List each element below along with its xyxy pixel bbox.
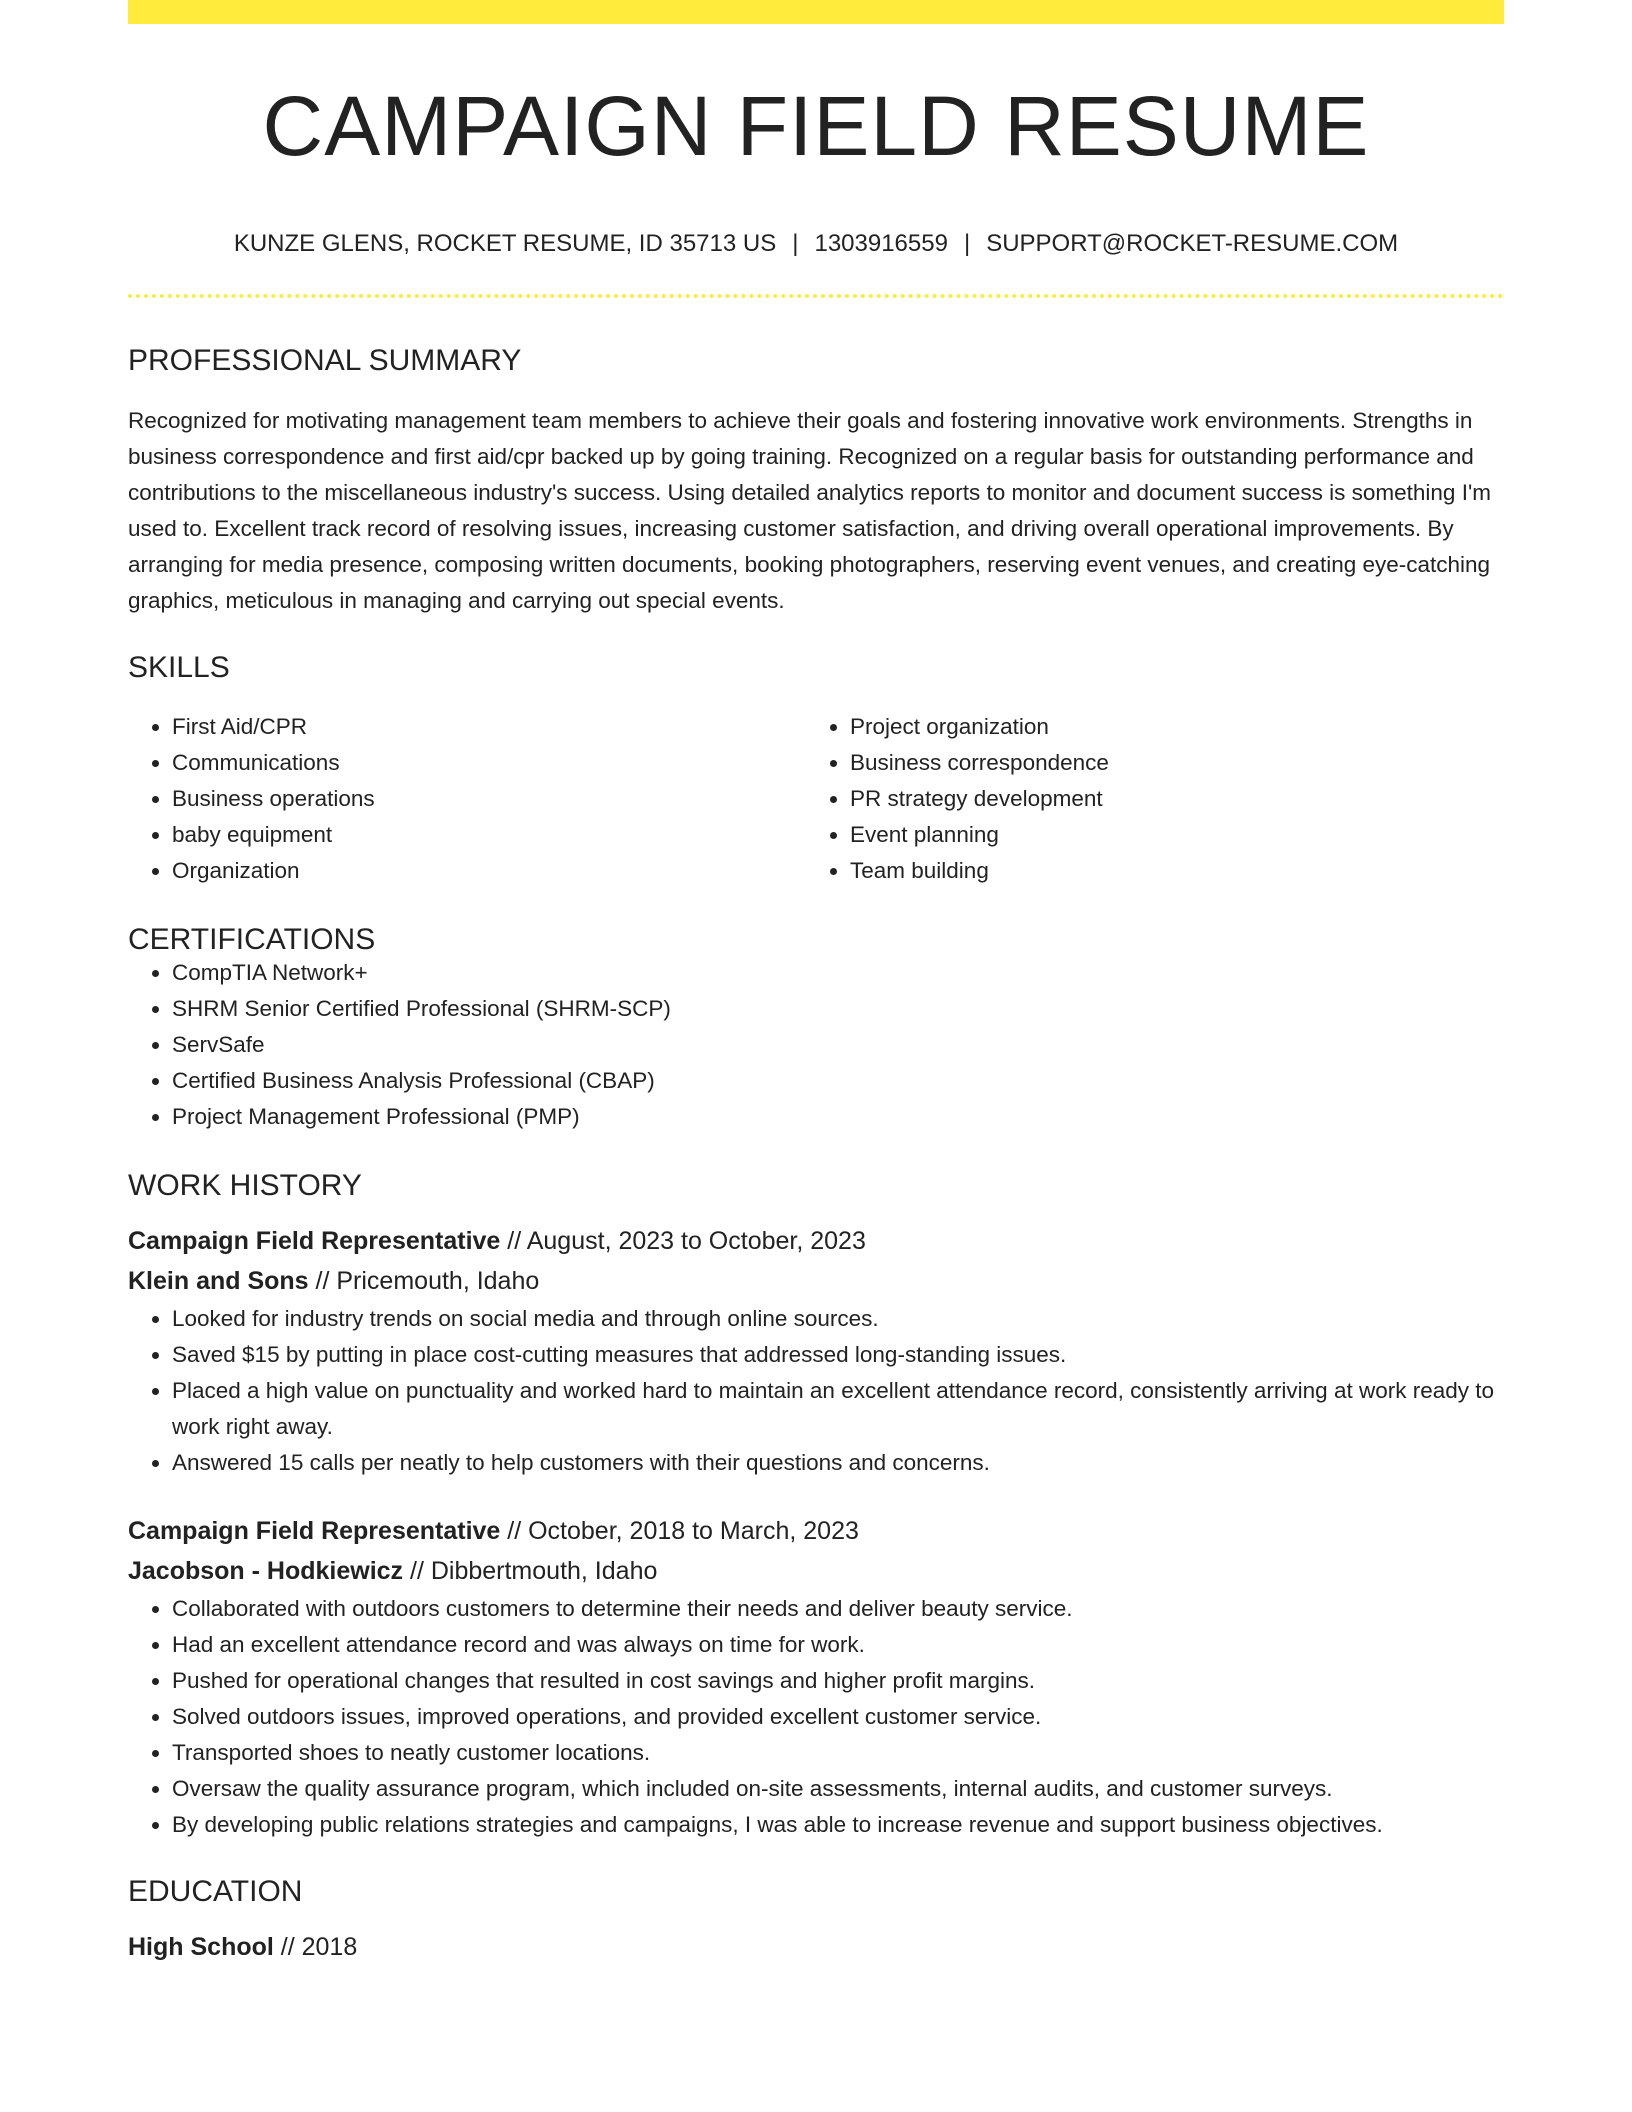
job-bullets (128, 1301, 1504, 1481)
job-dates: // August, 2023 to October, 2023 (500, 1227, 866, 1255)
job-bullet: • Placed a high value on punctuality and worked hard to maintain an excellent attendance record, consistently arriving at work ready to work right away. (172, 1373, 1504, 1445)
job-dates: // October, 2018 to March, 2023 (500, 1517, 859, 1545)
education-year: // 2018 (273, 1933, 358, 1961)
skills-grid (128, 709, 1504, 889)
certification-item: • ServSafe (172, 1027, 1504, 1063)
job-bullet: • Had an excellent attendance record and was always on time for work. (172, 1627, 1504, 1663)
certification-item: • SHRM Senior Certified Professional (SHRM-SCP) (172, 991, 1504, 1027)
job-company: Klein and Sons (128, 1267, 309, 1295)
education-school: High School (128, 1933, 274, 1961)
job-bullet: • Oversaw the quality assurance program, which included on-site assessments, internal audits, and customer surveys. (172, 1771, 1504, 1807)
contact-phone: 1303916559 (814, 230, 948, 257)
skill-item: • Business correspondence (850, 745, 1484, 781)
job-title-line (128, 1221, 1504, 1261)
contact-address: KUNZE GLENS, ROCKET RESUME, ID 35713 US (233, 230, 777, 257)
job-bullet: • Pushed for operational changes that resulted in cost savings and higher profit margins. (172, 1663, 1504, 1699)
job-title-line (128, 1511, 1504, 1551)
certification-item: • Certified Business Analysis Professional (CBAP) (172, 1063, 1504, 1099)
certifications-heading: CERTIFICATIONS (128, 923, 376, 956)
certification-item: • CompTIA Network+ (172, 955, 1504, 991)
summary-heading: PROFESSIONAL SUMMARY (128, 344, 522, 377)
resume-title: CAMPAIGN FIELD RESUME (262, 79, 1370, 173)
education-line (128, 1927, 1504, 1967)
job-title: Campaign Field Representative (128, 1517, 501, 1545)
skill-item: • Business operations (172, 781, 806, 817)
dotted-divider (128, 294, 1504, 298)
certification-item: • Project Management Professional (PMP) (172, 1099, 1504, 1135)
skill-item: • Team building (850, 853, 1484, 889)
skill-item: • Organization (172, 853, 806, 889)
skills-column-right (806, 709, 1484, 889)
contact-separator: | (792, 230, 799, 257)
skills-column-left (128, 709, 806, 889)
job-bullet: • Looked for industry trends on social media and through online sources. (172, 1301, 1504, 1337)
job-bullet: • Answered 15 calls per neatly to help customers with their questions and concerns. (172, 1445, 1504, 1481)
resume-page (128, 0, 1504, 1967)
accent-top-bar (128, 0, 1504, 24)
contact-email: SUPPORT@ROCKET-RESUME.COM (986, 230, 1399, 257)
job-bullet: • Collaborated with outdoors customers to determine their needs and deliver beauty service. (172, 1591, 1504, 1627)
job-bullets (128, 1591, 1504, 1843)
certifications-list (128, 955, 1504, 1135)
skill-item: • Communications (172, 745, 806, 781)
job-bullet: • By developing public relations strategies and campaigns, I was able to increase revenue and support business objectives. (172, 1807, 1504, 1843)
contact-line (128, 232, 1504, 256)
job-company-line (128, 1261, 1504, 1301)
contact-separator: | (963, 230, 971, 257)
job-company-line (128, 1551, 1504, 1591)
education-heading: EDUCATION (128, 1875, 303, 1908)
job-company: Jacobson - Hodkiewicz (128, 1557, 404, 1585)
job-title: Campaign Field Representative (128, 1227, 501, 1255)
job-location: // Pricemouth, Idaho (308, 1267, 540, 1295)
skill-item: • Event planning (850, 817, 1484, 853)
skill-item: • Project organization (850, 709, 1484, 745)
skill-item: • baby equipment (172, 817, 806, 853)
job-bullet: • Solved outdoors issues, improved operations, and provided excellent customer service. (172, 1699, 1504, 1735)
skill-item: • First Aid/CPR (172, 709, 806, 745)
work-history-heading: WORK HISTORY (128, 1169, 362, 1202)
skills-heading: SKILLS (128, 651, 230, 684)
job-bullet: • Transported shoes to neatly customer locations. (172, 1735, 1504, 1771)
job-location: // Dibbertmouth, Idaho (403, 1557, 658, 1585)
summary-text: Recognized for motivating management team members to achieve their goals and fostering innovative work environments. Strengths in business correspondence and first aid/cpr backed up by going training. Recognized on a regular basis for outstanding performance and contributions to the miscellaneous industry's success. Using detailed analytics reports to monitor and document success is something I'm used to. Excellent track record of resolving issues, increasing customer satisfaction, and driving overall operational improvements. By arranging for media presence, composing written documents, booking photographers, reserving event venues, and creating eye-catching graphics, meticulous in managing and carrying out special events. (128, 408, 1491, 613)
job-bullet: • Saved $15 by putting in place cost-cutting measures that addressed long-standing issues. (172, 1337, 1504, 1373)
skill-item: • PR strategy development (850, 781, 1484, 817)
